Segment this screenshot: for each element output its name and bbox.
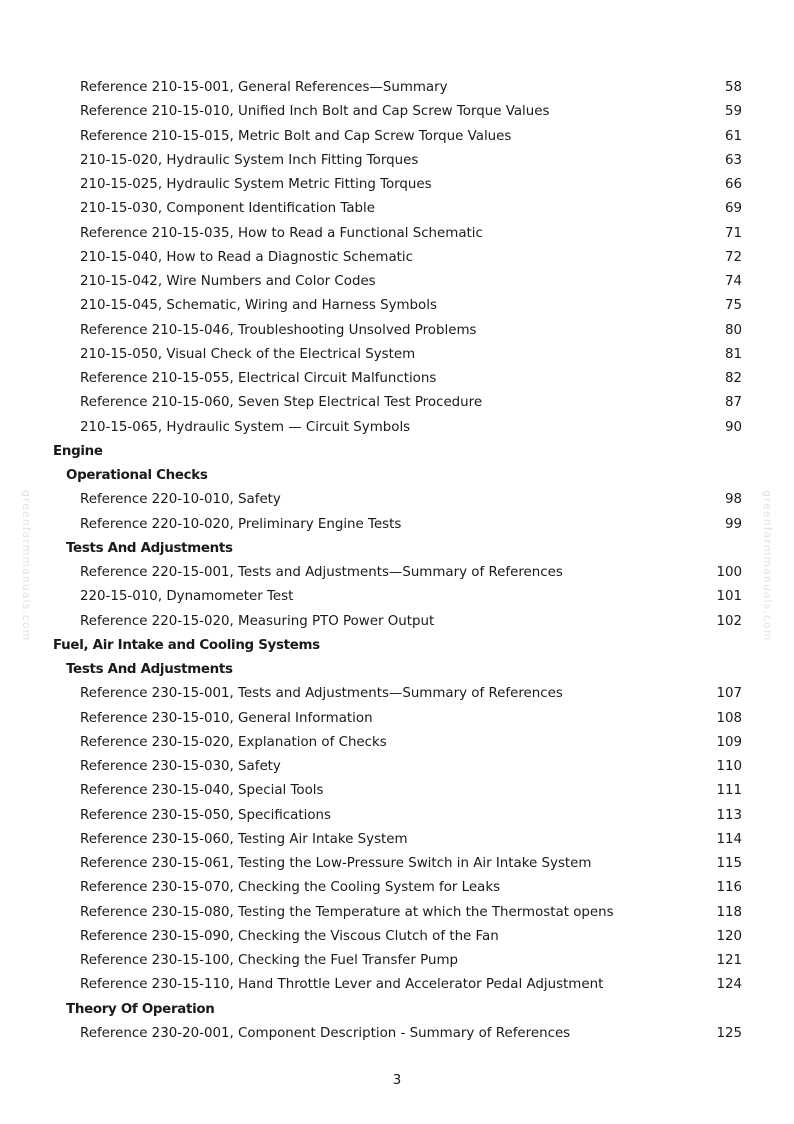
toc-entry[interactable] [0, 755, 794, 779]
toc-entry-title: Reference 220-10-020, Preliminary Engine Tests [80, 516, 402, 532]
toc-entry-page: 99 [724, 516, 742, 532]
toc-entry-title: Reference 210-15-015, Metric Bolt and Cap Screw Torque Values [80, 128, 512, 144]
toc-entry[interactable] [0, 828, 794, 852]
toc-entry-title: Reference 230-15-020, Explanation of Checks [80, 734, 387, 750]
toc-entry-title: Reference 230-15-070, Checking the Cooling System for Leaks [80, 880, 501, 896]
toc-entry-page: 82 [724, 371, 742, 386]
toc-entry-title: Reference 230-15-061, Testing the Low-Pressure Switch in Air Intake System [80, 856, 592, 871]
table-of-contents [0, 76, 794, 1046]
toc-entry[interactable] [0, 319, 794, 343]
toc-entry-page: 58 [724, 80, 742, 95]
toc-entry-title: 210-15-030, Component Identification Table [80, 201, 376, 217]
toc-entry-title: Engine [53, 443, 103, 459]
toc-entry[interactable] [0, 76, 794, 100]
toc-entry-title: Operational Checks [66, 468, 208, 483]
toc-entry-title: Reference 220-10-010, Safety [80, 492, 281, 508]
toc-entry-title: Reference 210-15-035, How to Read a Functional Schematic [80, 225, 483, 241]
toc-entry-title: Reference 230-15-110, Hand Throttle Lever and Accelerator Pedal Adjustment [80, 977, 604, 993]
toc-entry[interactable] [0, 391, 794, 415]
watermark-right: greenfarmmanuals.com [761, 490, 774, 642]
toc-entry-page: 100 [716, 565, 742, 580]
toc-entry-page: 74 [724, 274, 742, 289]
toc-entry-title: Reference 210-15-060, Seven Step Electrical Test Procedure [80, 395, 483, 411]
toc-entry-page: 98 [724, 492, 742, 508]
toc-entry-page: 109 [716, 734, 742, 750]
toc-entry[interactable] [0, 416, 794, 440]
toc-entry-page: 120 [716, 928, 742, 944]
toc-entry-page: 116 [716, 880, 742, 896]
toc-entry[interactable] [0, 585, 794, 609]
toc-entry-title: Reference 230-15-050, Specifications [80, 807, 331, 823]
toc-entry-title: Reference 230-15-100, Checking the Fuel Transfer Pump [80, 953, 459, 968]
toc-entry[interactable] [0, 343, 794, 367]
page-number: 3 [392, 1073, 402, 1088]
toc-entry-title: Reference 230-15-030, Safety [80, 759, 281, 774]
toc-entry-title: 210-15-025, Hydraulic System Metric Fitting Torques [80, 177, 432, 192]
toc-entry-title: Reference 210-15-001, General References—Summary [80, 80, 448, 95]
toc-subsection-heading [0, 464, 794, 488]
toc-entry[interactable] [0, 610, 794, 634]
toc-entry-page: 75 [724, 298, 742, 314]
toc-entry[interactable] [0, 731, 794, 755]
toc-entry[interactable] [0, 149, 794, 173]
toc-entry-page: 72 [724, 249, 742, 265]
toc-entry-title: 210-15-042, Wire Numbers and Color Codes [80, 274, 376, 289]
toc-entry[interactable] [0, 901, 794, 925]
toc-entry[interactable] [0, 488, 794, 512]
toc-entry-page: 61 [724, 128, 742, 144]
toc-entry-page: 66 [724, 177, 742, 192]
toc-entry-title: 210-15-045, Schematic, Wiring and Harness Symbols [80, 298, 437, 314]
toc-entry-page: 111 [716, 783, 742, 799]
toc-entry-page: 115 [716, 856, 742, 871]
toc-entry-title: Reference 230-15-010, General Information [80, 710, 373, 726]
toc-entry-page: 87 [724, 395, 742, 411]
toc-entry[interactable] [0, 1022, 794, 1046]
toc-entry-page: 59 [724, 104, 742, 120]
toc-entry-page: 118 [716, 904, 742, 920]
toc-entry[interactable] [0, 707, 794, 731]
toc-entry-title: Tests And Adjustments [66, 662, 233, 677]
toc-entry-page: 107 [716, 686, 742, 702]
toc-entry-title: Reference 210-15-010, Unified Inch Bolt and Cap Screw Torque Values [80, 104, 550, 120]
toc-entry-page: 69 [724, 201, 742, 217]
toc-entry[interactable] [0, 270, 794, 294]
toc-entry[interactable] [0, 125, 794, 149]
toc-entry[interactable] [0, 173, 794, 197]
toc-entry[interactable] [0, 367, 794, 391]
toc-entry-title: Reference 210-15-046, Troubleshooting Unsolved Problems [80, 322, 477, 338]
toc-subsection-heading [0, 658, 794, 682]
toc-entry-title: Reference 220-15-001, Tests and Adjustments—Summary of References [80, 565, 563, 580]
toc-entry[interactable] [0, 246, 794, 270]
toc-entry-page: 102 [716, 613, 742, 629]
toc-entry-page: 63 [724, 152, 742, 168]
toc-entry[interactable] [0, 682, 794, 706]
toc-entry-title: Reference 220-15-020, Measuring PTO Power Output [80, 613, 435, 629]
toc-entry-page: 125 [716, 1025, 742, 1041]
toc-entry-title: Reference 230-15-060, Testing Air Intake System [80, 831, 408, 847]
toc-entry-page: 81 [724, 346, 742, 362]
toc-entry-title: Reference 230-15-080, Testing the Temperature at which the Thermostat opens [80, 904, 614, 920]
toc-entry-page: 80 [724, 322, 742, 338]
toc-entry-title: Fuel, Air Intake and Cooling Systems [53, 637, 320, 653]
toc-entry[interactable] [0, 197, 794, 221]
toc-entry-title: 220-15-010, Dynamometer Test [80, 589, 294, 605]
toc-entry[interactable] [0, 876, 794, 900]
toc-entry-page: 113 [716, 807, 742, 823]
toc-entry[interactable] [0, 779, 794, 803]
toc-entry-title: Reference 210-15-055, Electrical Circuit Malfunctions [80, 371, 437, 386]
toc-entry-title: Reference 230-15-090, Checking the Viscous Clutch of the Fan [80, 928, 499, 944]
toc-subsection-heading [0, 537, 794, 561]
toc-entry-page: 90 [724, 419, 742, 435]
toc-entry-title: Tests And Adjustments [66, 540, 233, 556]
toc-entry-page: 110 [716, 759, 742, 774]
toc-entry-title: Reference 230-15-001, Tests and Adjustments—Summary of References [80, 686, 563, 702]
toc-entry[interactable] [0, 925, 794, 949]
toc-entry[interactable] [0, 973, 794, 997]
toc-entry-title: 210-15-065, Hydraulic System — Circuit Symbols [80, 419, 411, 435]
toc-entry[interactable] [0, 949, 794, 973]
toc-section-heading [0, 440, 794, 464]
toc-entry[interactable] [0, 294, 794, 318]
toc-subsection-heading [0, 998, 794, 1022]
toc-entry-title: Theory Of Operation [66, 1001, 215, 1017]
toc-entry-page: 114 [716, 831, 742, 847]
toc-entry-page: 108 [716, 710, 742, 726]
toc-entry[interactable] [0, 513, 794, 537]
toc-entry-page: 124 [716, 977, 742, 993]
toc-entry-title: Reference 230-20-001, Component Description - Summary of References [80, 1025, 571, 1041]
watermark-left: greenfarmmanuals.com [20, 490, 33, 642]
toc-entry-title: 210-15-020, Hydraulic System Inch Fitting Torques [80, 152, 419, 168]
toc-entry-title: Reference 230-15-040, Special Tools [80, 783, 324, 799]
toc-entry-title: 210-15-040, How to Read a Diagnostic Schematic [80, 249, 414, 265]
toc-entry-page: 101 [716, 589, 742, 605]
toc-entry-page: 121 [716, 953, 742, 968]
toc-entry[interactable] [0, 222, 794, 246]
toc-entry-title: 210-15-050, Visual Check of the Electrical System [80, 346, 416, 362]
toc-entry-page: 71 [724, 225, 742, 241]
toc-section-heading [0, 634, 794, 658]
toc-entry[interactable] [0, 100, 794, 124]
toc-entry[interactable] [0, 561, 794, 585]
toc-entry[interactable] [0, 852, 794, 876]
toc-entry[interactable] [0, 804, 794, 828]
